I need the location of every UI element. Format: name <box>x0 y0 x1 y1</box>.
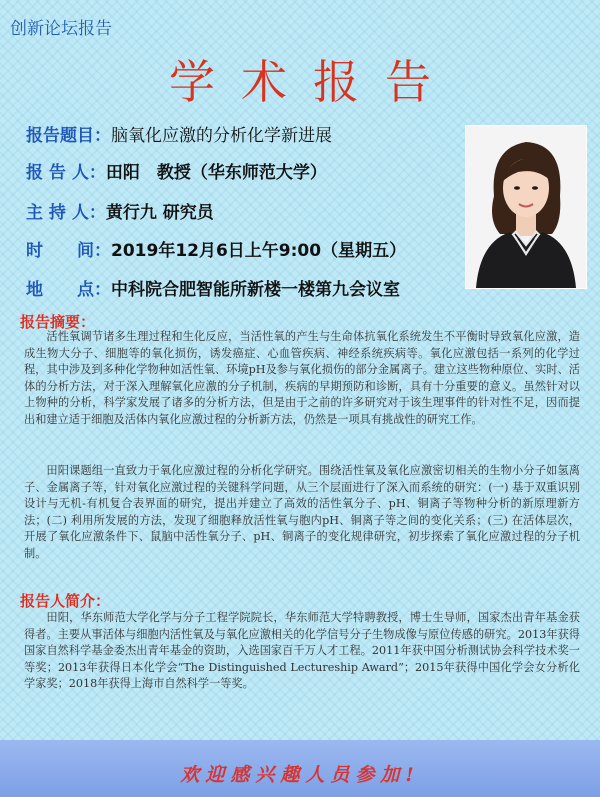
page-title: 学术报告 <box>169 55 457 109</box>
forum-name: 创新论坛报告 <box>10 19 112 39</box>
speaker-label: 报 告 人： <box>26 163 106 183</box>
welcome-banner: 欢迎感兴趣人员参加! <box>180 764 420 786</box>
speaker-value: 田阳 教授（华东师范大学） <box>105 163 327 183</box>
time-label: 时 间： <box>26 241 111 261</box>
place-label: 地 点： <box>26 280 111 300</box>
host-value: 黄行九 研究员 <box>105 203 214 223</box>
host-label: 主 持 人： <box>26 203 106 223</box>
info-speaker <box>26 158 327 183</box>
info-host <box>26 198 214 223</box>
topic-value: 脑氧化应激的分析化学新进展 <box>111 126 332 146</box>
topic-label: 报告题目： <box>26 126 111 146</box>
abstract-paragraph-1: 活性氧调节诸多生理过程和生化反应，当活性氧的产生与生命体抗氧化系统发生不平衡时导致氧化应激，造成生物大分子、细胞等的氧化损伤，诱发癌症、心血管疾病、神经系统疾病等。氧化应激包括一系列的化学过程，其中涉及到多种化学物种如活性氧、环境pH及参与氧化损伤的部分金属离子。建立这些物种原位、实时、活体的分析方法，对于深入理解氧化应激的分子机制，疾病的早期预防和诊断，具有十分重要的意义。虽然针对以上物种的分析，科学家发展了诸多的分析方法，但是由于之前的许多研究对于该生理事件的针对性不足，因而提出和建立适于细胞及活体内氧化应激过程的分析新方法，仍然是一项具有挑战性的研究工作。 <box>24 330 580 426</box>
bio-heading: 报告人简介： <box>20 592 111 610</box>
abstract-heading: 报告摘要： <box>20 313 96 331</box>
place-value: 中科院合肥智能所新楼一楼第九会议室 <box>111 280 400 300</box>
speaker-portrait-icon <box>466 126 586 288</box>
info-place <box>26 275 400 300</box>
info-time <box>26 236 406 261</box>
bio-paragraph: 田阳，华东师范大学化学与分子工程学院院长，华东师范大学特聘教授，博士生导师，国家杰出青年基金获得者。主要从事活体与细胞内活性氧及与氧化应激相关的化学信号分子生物成像与原位传感的研究。2013年获得国家自然科学基金委杰出青年基金的资助，入选国家百千万人才工程。2011年获中国分析测试协会科学技术奖一等奖；2013年获得日本化学会“The Distinguished Lectureship Award”；2015年获得中国化学会女分析化学家奖；2018年获得上海市自然科学一等奖。 <box>24 611 580 691</box>
speaker-photo <box>465 125 587 289</box>
abstract-paragraph-2: 田阳课题组一直致力于氧化应激过程的分析化学研究。围绕活性氧及氧化应激密切相关的生物小分子如氢离子、金属离子等，针对氧化应激过程的关键科学问题，从三个层面进行了深入而系统的研究：(一) 基于双重识别设计与无机-有机复合表界面的研究，提出并建立了高效的活性氧分子、pH、铜离子等物种分析的新原理新方法；(二) 利用所发展的方法，发现了细胞释放活性氧与胞内pH、铜离子等之间的变化关系；(三) 在活体层次，开展了氧化应激条件下、鼠脑中活性氧分子、pH、铜离子的变化规律研究，初步探索了氧化应激过程的分子机制。 <box>24 464 580 560</box>
time-value: 2019年12月6日上午9:00（星期五） <box>111 241 407 261</box>
info-topic <box>26 121 332 146</box>
